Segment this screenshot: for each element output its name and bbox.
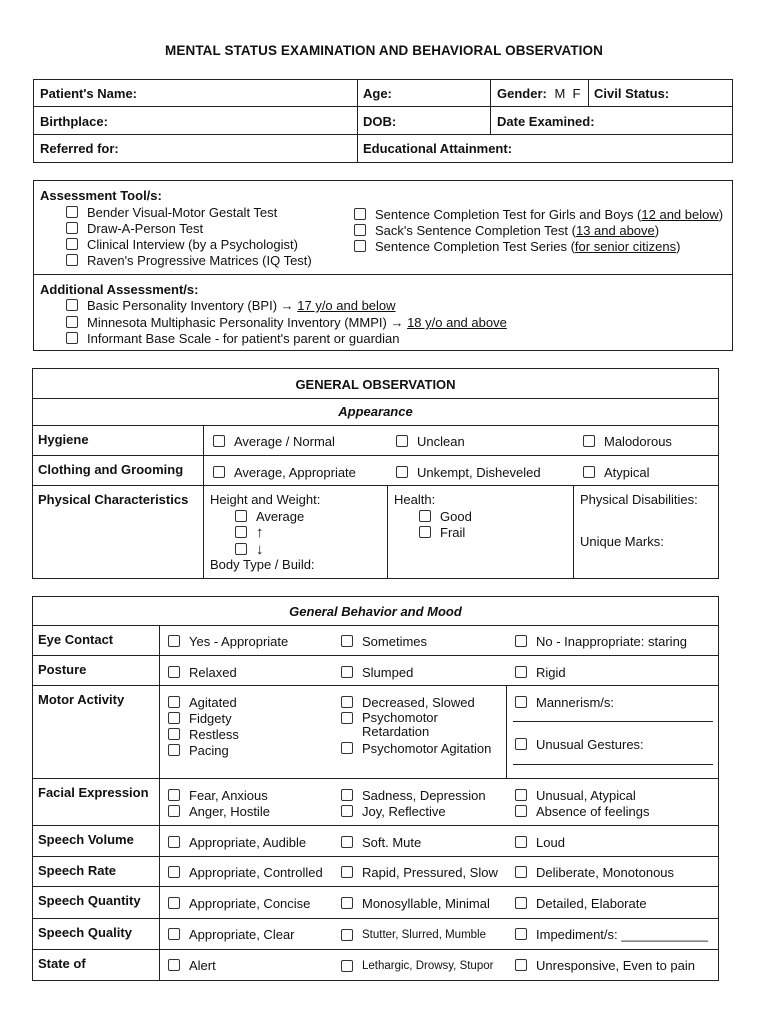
checkbox-icon xyxy=(583,466,595,478)
state-alert-checkbox[interactable] xyxy=(168,958,216,974)
body-type-label: Body Type / Build: xyxy=(210,557,315,572)
general-observation-heading: GENERAL OBSERVATION xyxy=(295,377,456,392)
posture-slumped-checkbox[interactable] xyxy=(341,665,413,681)
quality-stutter-checkbox[interactable] xyxy=(341,928,486,942)
checkbox-icon xyxy=(168,866,180,878)
checkbox-icon xyxy=(515,928,527,940)
motor-mannerism-checkbox[interactable] xyxy=(515,695,614,711)
posture-rigid-checkbox[interactable] xyxy=(515,665,566,681)
civil-status-field[interactable]: Civil Status: xyxy=(594,86,670,101)
option-label: Basic Personality Inventory (BPI) → 17 y/o and below xyxy=(87,298,396,313)
gestures-blank-line[interactable] xyxy=(513,764,713,765)
checkbox-icon xyxy=(168,836,180,848)
checkbox-icon xyxy=(354,240,366,252)
checkbox-icon xyxy=(168,666,180,678)
motor-unusual-gestures-checkbox[interactable] xyxy=(515,737,644,753)
option-label: Appropriate, Audible xyxy=(189,835,307,850)
checkbox-icon xyxy=(235,526,247,538)
checkbox-icon xyxy=(341,789,353,801)
option-label: Unusual Gestures: xyxy=(536,737,644,752)
additional-bpi-checkbox[interactable] xyxy=(66,298,396,314)
option-label: Unclean xyxy=(417,434,465,449)
option-label: Monosyllable, Minimal xyxy=(362,896,490,911)
option-label: Sentence Completion Test for Girls and Boys (12 and below) xyxy=(375,207,724,222)
tool-draw-a-person-checkbox[interactable] xyxy=(66,221,203,237)
option-label: Sack's Sentence Completion Test (13 and above) xyxy=(375,223,660,238)
document-title: MENTAL STATUS EXAMINATION AND BEHAVIORAL OBSERVATION xyxy=(165,43,603,58)
checkbox-icon xyxy=(515,696,527,708)
checkbox-icon xyxy=(168,959,180,971)
checkbox-icon xyxy=(168,928,180,940)
option-label: Detailed, Elaborate xyxy=(536,896,647,911)
option-label: Minnesota Multiphasic Personality Inventory (MMPI) → 18 y/o and above xyxy=(87,315,507,330)
option-label: Unkempt, Disheveled xyxy=(417,465,541,480)
option-label: Appropriate, Controlled xyxy=(189,865,323,880)
checkbox-icon xyxy=(341,712,353,724)
checkbox-icon xyxy=(168,728,180,740)
option-label: Loud xyxy=(536,835,565,850)
date-examined-field[interactable]: Date Examined: xyxy=(497,114,595,129)
additional-mmpi-checkbox[interactable] xyxy=(66,315,507,331)
option-label: Restless xyxy=(189,727,239,742)
checkbox-icon xyxy=(235,510,247,522)
option-label: Appropriate, Clear xyxy=(189,927,295,942)
motor-pacing-checkbox[interactable] xyxy=(168,743,229,759)
posture-relaxed-checkbox[interactable] xyxy=(168,665,237,681)
health-frail-checkbox[interactable] xyxy=(419,525,465,541)
checkbox-icon xyxy=(168,635,180,647)
checkbox-icon xyxy=(341,805,353,817)
option-label: Informant Base Scale - for patient's parent or guardian xyxy=(87,331,400,346)
speech-volume-label: Speech Volume xyxy=(38,832,134,847)
additional-informant-checkbox[interactable] xyxy=(66,331,400,347)
referred-for-field[interactable]: Referred for: xyxy=(40,141,119,156)
motor-activity-label: Motor Activity xyxy=(38,692,125,707)
checkbox-icon xyxy=(341,866,353,878)
hygiene-malodorous-checkbox[interactable] xyxy=(583,434,672,450)
checkbox-icon xyxy=(168,712,180,724)
volume-appropriate-checkbox[interactable] xyxy=(168,835,306,851)
option-label: Frail xyxy=(440,525,466,540)
gender-field[interactable] xyxy=(497,86,580,102)
checkbox-icon xyxy=(396,435,408,447)
option-label: Fear, Anxious xyxy=(189,788,268,803)
option-label: Average, Appropriate xyxy=(234,465,356,480)
quantity-appropriate-checkbox[interactable] xyxy=(168,896,310,912)
option-label: Sometimes xyxy=(362,634,428,649)
patient-info-table xyxy=(33,79,733,163)
checkbox-icon xyxy=(66,206,78,218)
option-label: Mannerism/s: xyxy=(536,695,615,710)
checkbox-icon xyxy=(213,466,225,478)
checkbox-icon xyxy=(168,696,180,708)
option-label: Absence of feelings xyxy=(536,804,650,819)
motor-restless-checkbox[interactable] xyxy=(168,727,239,743)
additional-assessment-label: Additional Assessment/s: xyxy=(40,282,199,297)
assessment-tools-label: Assessment Tool/s: xyxy=(40,188,162,203)
age-field[interactable]: Age: xyxy=(363,86,392,101)
hygiene-average-checkbox[interactable] xyxy=(213,434,335,450)
height-up-checkbox[interactable] xyxy=(235,525,264,540)
option-label: Unusual, Atypical xyxy=(536,788,636,803)
health-label: Health: xyxy=(394,492,436,507)
option-label: Rigid xyxy=(536,665,566,680)
checkbox-icon xyxy=(213,435,225,447)
birthplace-field[interactable]: Birthplace: xyxy=(40,114,108,129)
tool-bender-checkbox[interactable] xyxy=(66,205,277,221)
checkbox-icon xyxy=(515,836,527,848)
clothing-atypical-checkbox[interactable] xyxy=(583,465,650,481)
option-label: Agitated xyxy=(189,695,237,710)
option-label: Alert xyxy=(189,958,216,973)
arrow-down-icon: ↓ xyxy=(256,541,264,558)
quantity-detailed-checkbox[interactable] xyxy=(515,896,647,912)
height-weight-label: Height and Weight: xyxy=(210,492,321,507)
option-label: Appropriate, Concise xyxy=(189,896,311,911)
option-label: Average / Normal xyxy=(234,434,335,449)
behavior-mood-heading: General Behavior and Mood xyxy=(289,604,462,619)
clothing-average-checkbox[interactable] xyxy=(213,465,356,481)
option-label: Soft. Mute xyxy=(362,835,422,850)
hygiene-unclean-checkbox[interactable] xyxy=(396,434,465,450)
gender-label: Gender: xyxy=(497,86,547,101)
checkbox-icon xyxy=(235,543,247,555)
physical-characteristics-label: Physical Characteristics xyxy=(38,492,189,507)
checkbox-icon xyxy=(341,836,353,848)
option-label: Good xyxy=(440,509,472,524)
eye-contact-label: Eye Contact xyxy=(38,632,114,647)
option-label: Raven's Progressive Matrices (IQ Test) xyxy=(87,253,312,268)
checkbox-icon xyxy=(168,805,180,817)
option-label: Average xyxy=(256,509,305,524)
checkbox-icon xyxy=(354,224,366,236)
checkbox-icon xyxy=(341,742,353,754)
option-label: Bender Visual-Motor Gestalt Test xyxy=(87,205,278,220)
checkbox-icon xyxy=(396,466,408,478)
checkbox-icon xyxy=(341,897,353,909)
tool-sentence-completion-series-checkbox[interactable] xyxy=(354,239,680,255)
option-label: Draw-A-Person Test xyxy=(87,221,204,236)
checkbox-icon xyxy=(419,510,431,522)
option-label: Impediment/s: ____________ xyxy=(536,927,709,942)
facial-absence-checkbox[interactable] xyxy=(515,804,649,820)
option-label: Stutter, Slurred, Mumble xyxy=(362,929,486,941)
option-label: Deliberate, Monotonous xyxy=(536,865,675,880)
motor-psychomotor-agitation-checkbox[interactable] xyxy=(341,741,491,757)
checkbox-icon xyxy=(66,222,78,234)
eye-sometimes-checkbox[interactable] xyxy=(341,634,427,650)
motor-psychomotor-retardation-checkbox[interactable] xyxy=(341,711,482,739)
option-label: Malodorous xyxy=(604,434,672,449)
assessment-box xyxy=(33,180,733,351)
facial-expression-label: Facial Expression xyxy=(38,785,149,800)
checkbox-icon xyxy=(66,332,78,344)
height-average-checkbox[interactable] xyxy=(235,509,304,525)
checkbox-icon xyxy=(168,744,180,756)
arrow-up-icon: ↑ xyxy=(256,524,264,541)
checkbox-icon xyxy=(341,960,353,972)
hygiene-label: Hygiene xyxy=(38,432,89,447)
checkbox-icon xyxy=(515,866,527,878)
checkbox-icon xyxy=(66,238,78,250)
option-label: Slumped xyxy=(362,665,414,680)
volume-soft-checkbox[interactable] xyxy=(341,835,421,851)
option-label: Psychomotor Agitation xyxy=(362,741,492,756)
facial-sadness-checkbox[interactable] xyxy=(341,788,486,804)
health-good-checkbox[interactable] xyxy=(419,509,472,525)
tool-clinical-interview-checkbox[interactable] xyxy=(66,237,298,253)
rate-deliberate-checkbox[interactable] xyxy=(515,865,674,881)
state-lethargic-checkbox[interactable] xyxy=(341,959,493,973)
option-label: Atypical xyxy=(604,465,650,480)
facial-unusual-checkbox[interactable] xyxy=(515,788,636,804)
checkbox-icon xyxy=(515,738,527,750)
appearance-heading: Appearance xyxy=(338,404,413,419)
checkbox-icon xyxy=(168,789,180,801)
checkbox-icon xyxy=(341,696,353,708)
tool-sacks-sentence-checkbox[interactable] xyxy=(354,223,659,239)
checkbox-icon xyxy=(341,666,353,678)
checkbox-icon xyxy=(515,959,527,971)
state-of-label: State of xyxy=(38,956,86,971)
option-label: Relaxed xyxy=(189,665,237,680)
checkbox-icon xyxy=(515,897,527,909)
clothing-label: Clothing and Grooming xyxy=(38,462,184,477)
checkbox-icon xyxy=(354,208,366,220)
unique-marks-label: Unique Marks: xyxy=(580,534,664,549)
option-label: Fidgety xyxy=(189,711,232,726)
option-label: Lethargic, Drowsy, Stupor xyxy=(362,960,494,972)
checkbox-icon xyxy=(419,526,431,538)
checkbox-icon xyxy=(341,635,353,647)
volume-loud-checkbox[interactable] xyxy=(515,835,565,851)
facial-joy-checkbox[interactable] xyxy=(341,804,446,820)
checkbox-icon xyxy=(168,897,180,909)
checkbox-icon xyxy=(515,635,527,647)
quantity-monosyllable-checkbox[interactable] xyxy=(341,896,490,912)
general-observation-table xyxy=(32,368,719,579)
option-label: Psychomotor Retardation xyxy=(362,710,438,739)
eye-inappropriate-checkbox[interactable] xyxy=(515,634,687,650)
patient-name-field[interactable]: Patient's Name: xyxy=(40,86,138,101)
speech-quantity-label: Speech Quantity xyxy=(38,893,141,908)
option-label: Rapid, Pressured, Slow xyxy=(362,865,498,880)
facial-anger-checkbox[interactable] xyxy=(168,804,270,820)
rate-appropriate-checkbox[interactable] xyxy=(168,865,323,881)
mannerism-blank-line[interactable] xyxy=(513,721,713,722)
motor-agitated-checkbox[interactable] xyxy=(168,695,237,711)
behavior-mood-table xyxy=(32,596,719,981)
educational-attainment-field[interactable]: Educational Attainment: xyxy=(363,141,513,156)
clothing-unkempt-checkbox[interactable] xyxy=(396,465,541,481)
checkbox-icon xyxy=(66,316,78,328)
checkbox-icon xyxy=(515,789,527,801)
motor-decreased-checkbox[interactable] xyxy=(341,695,475,711)
dob-field[interactable]: DOB: xyxy=(363,114,397,129)
height-down-checkbox[interactable] xyxy=(235,542,264,557)
checkbox-icon xyxy=(583,435,595,447)
option-label: No - Inappropriate: staring xyxy=(536,634,688,649)
option-label: Sadness, Depression xyxy=(362,788,486,803)
checkbox-icon xyxy=(66,299,78,311)
motor-fidgety-checkbox[interactable] xyxy=(168,711,232,727)
speech-quality-label: Speech Quality xyxy=(38,925,132,940)
speech-rate-label: Speech Rate xyxy=(38,863,117,878)
option-label: Sentence Completion Test Series (for senior citizens) xyxy=(375,239,681,254)
checkbox-icon xyxy=(515,666,527,678)
state-unresponsive-checkbox[interactable] xyxy=(515,958,695,974)
rate-rapid-checkbox[interactable] xyxy=(341,865,498,881)
option-label: Anger, Hostile xyxy=(189,804,270,819)
physical-disabilities-label: Physical Disabilities: xyxy=(580,492,698,507)
quality-impediment-checkbox[interactable] xyxy=(515,927,708,943)
option-label: Joy, Reflective xyxy=(362,804,446,819)
facial-fear-checkbox[interactable] xyxy=(168,788,268,804)
quality-appropriate-checkbox[interactable] xyxy=(168,927,295,943)
posture-label: Posture xyxy=(38,662,87,677)
eye-yes-appropriate-checkbox[interactable] xyxy=(168,634,288,650)
checkbox-icon xyxy=(341,929,353,941)
option-label: Pacing xyxy=(189,743,229,758)
option-label: Clinical Interview (by a Psychologist) xyxy=(87,237,298,252)
checkbox-icon xyxy=(66,254,78,266)
option-label: Unresponsive, Even to pain xyxy=(536,958,695,973)
tool-ravens-checkbox[interactable] xyxy=(66,253,312,269)
checkbox-icon xyxy=(515,805,527,817)
option-label: Yes - Appropriate xyxy=(189,634,289,649)
option-label: Decreased, Slowed xyxy=(362,695,475,710)
tool-sentence-completion-girls-boys-checkbox[interactable] xyxy=(354,207,723,223)
gender-options: M F xyxy=(554,86,581,101)
